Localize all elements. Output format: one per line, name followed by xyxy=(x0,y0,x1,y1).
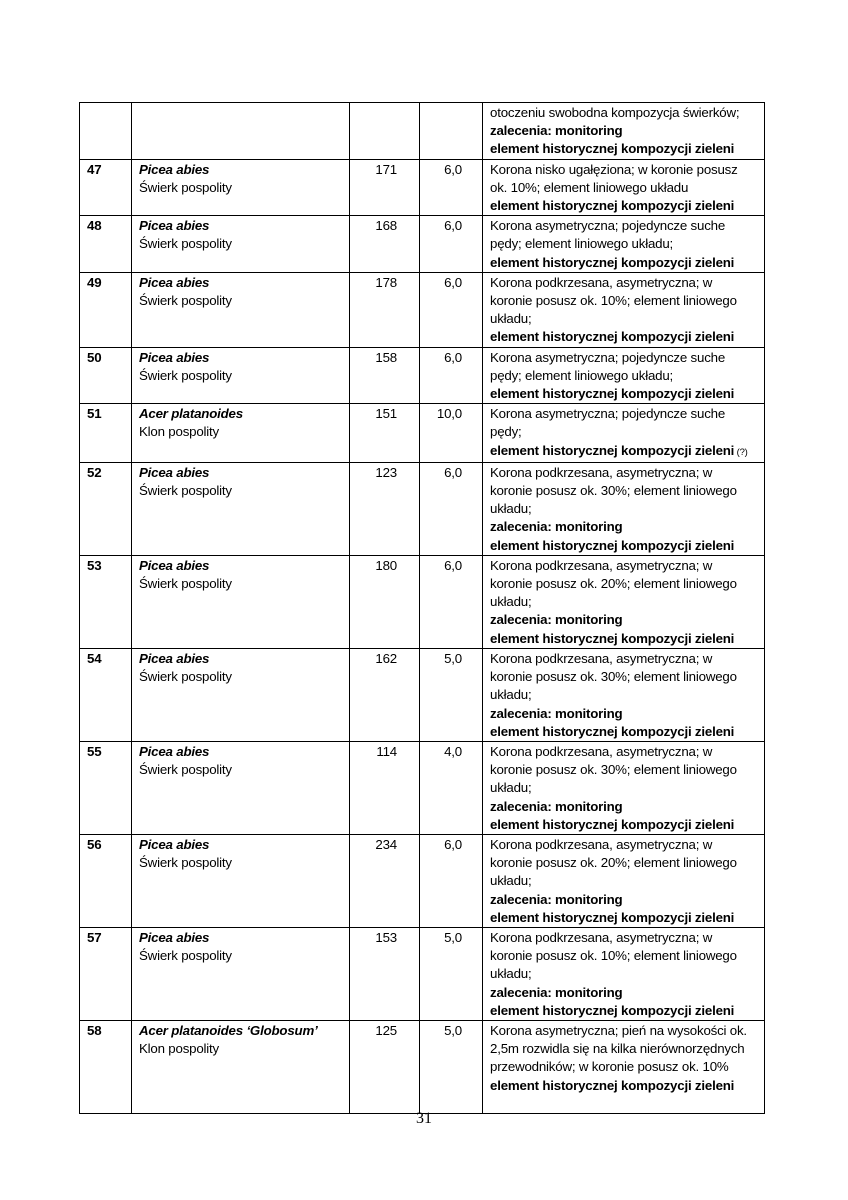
description-line xyxy=(490,235,758,253)
description-bold-line xyxy=(490,891,758,909)
description-line xyxy=(490,1040,758,1058)
description-cell xyxy=(483,272,765,347)
description-bold-line xyxy=(490,122,758,140)
description-text: Korona podkrzesana, asymetryczna; w xyxy=(490,650,713,666)
description-line xyxy=(490,872,758,890)
description-text: układu; xyxy=(490,311,532,327)
tree-height: 6,0 xyxy=(420,347,483,404)
species-latin-name: Picea abies xyxy=(139,743,210,759)
description-bold-line xyxy=(490,816,758,834)
description-text: element historycznej kompozycji zieleni xyxy=(490,329,735,345)
tree-number: 48 xyxy=(80,216,132,273)
description-cell xyxy=(483,1020,765,1113)
description-text: Korona podkrzesana, asymetryczna; w xyxy=(490,464,713,480)
description-line xyxy=(490,423,758,441)
trunk-circumference: 168 xyxy=(350,216,420,273)
description-text: Korona asymetryczna; pień na wysokości ok. xyxy=(490,1022,747,1038)
species-latin-name: Picea abies xyxy=(139,836,210,852)
description-line xyxy=(490,743,758,761)
description-bold-line xyxy=(490,518,758,536)
description-cell xyxy=(483,216,765,273)
uncertain-mark: (?) xyxy=(734,446,748,458)
description-cell xyxy=(483,103,765,160)
species-latin-name: Picea abies xyxy=(139,274,210,290)
species-polish-name: Świerk pospolity xyxy=(139,762,232,778)
description-text: koronie posusz ok. 30%; element liniowego xyxy=(490,762,737,778)
species-latin-name: Picea abies xyxy=(139,464,210,480)
species-polish-name: Świerk pospolity xyxy=(139,236,232,252)
species-cell xyxy=(132,462,350,555)
description-text: otoczeniu swobodna kompozycja świerków; xyxy=(490,105,740,120)
description-text: zalecenia: monitoring xyxy=(490,519,623,535)
species-polish-name: Świerk pospolity xyxy=(139,367,232,383)
description-text: koronie posusz ok. 30%; element liniowego xyxy=(490,483,737,499)
description-cell xyxy=(483,555,765,648)
description-cell xyxy=(483,648,765,741)
description-text: zalecenia: monitoring xyxy=(490,984,623,1000)
description-line xyxy=(490,947,758,965)
table-row xyxy=(80,741,765,834)
trunk-circumference: 180 xyxy=(350,555,420,648)
description-text: element historycznej kompozycji zieleni xyxy=(490,723,735,739)
tree-number: 51 xyxy=(80,404,132,463)
description-line xyxy=(490,593,758,611)
description-bold-line xyxy=(490,705,758,723)
table-row xyxy=(80,103,765,160)
description-text: Korona podkrzesana, asymetryczna; w xyxy=(490,836,713,852)
description-text: układu; xyxy=(490,687,532,703)
description-line xyxy=(490,965,758,983)
species-latin-name: Acer platanoides xyxy=(139,406,243,422)
species-latin-name: Picea abies xyxy=(139,650,210,666)
description-line xyxy=(490,500,758,518)
species-cell xyxy=(132,272,350,347)
trunk-circumference: 123 xyxy=(350,462,420,555)
species-polish-name: Klon pospolity xyxy=(139,1041,219,1057)
description-bold-line xyxy=(490,254,758,272)
species-latin-name: Picea abies xyxy=(139,161,210,177)
description-cell xyxy=(483,834,765,927)
table-row xyxy=(80,555,765,648)
species-latin-name: Acer platanoides ‘Globosum’ xyxy=(139,1022,318,1038)
description-cell xyxy=(483,462,765,555)
description-text: element historycznej kompozycji zieleni xyxy=(490,816,735,832)
tree-height: 4,0 xyxy=(420,741,483,834)
tree-height: 6,0 xyxy=(420,834,483,927)
description-line xyxy=(490,668,758,686)
description-text: element historycznej kompozycji zieleni xyxy=(490,141,735,157)
tree-height: 6,0 xyxy=(420,216,483,273)
table-body xyxy=(80,103,765,1114)
trunk-circumference: 158 xyxy=(350,347,420,404)
description-line xyxy=(490,929,758,947)
tree-number: 58 xyxy=(80,1020,132,1113)
description-bold-line xyxy=(490,1077,758,1095)
description-text: układu; xyxy=(490,966,532,982)
table-row xyxy=(80,1020,765,1113)
tree-height: 5,0 xyxy=(420,927,483,1020)
description-line xyxy=(490,1022,758,1040)
species-cell xyxy=(132,648,350,741)
description-cell xyxy=(483,741,765,834)
species-latin-name: Picea abies xyxy=(139,557,210,573)
description-line xyxy=(490,836,758,854)
table-row xyxy=(80,347,765,404)
description-text: zalecenia: monitoring xyxy=(490,705,623,721)
description-line xyxy=(490,274,758,292)
tree-height: 6,0 xyxy=(420,462,483,555)
tree-number: 55 xyxy=(80,741,132,834)
trunk-circumference: 153 xyxy=(350,927,420,1020)
description-text: koronie posusz ok. 30%; element liniowego xyxy=(490,669,737,685)
tree-height: 6,0 xyxy=(420,555,483,648)
table-row xyxy=(80,834,765,927)
description-line xyxy=(490,464,758,482)
species-cell xyxy=(132,347,350,404)
species-latin-name: Picea abies xyxy=(139,218,210,234)
species-cell xyxy=(132,741,350,834)
tree-height: 6,0 xyxy=(420,272,483,347)
description-text: Korona podkrzesana, asymetryczna; w xyxy=(490,274,713,290)
description-text: element historycznej kompozycji zieleni xyxy=(490,254,735,270)
trunk-circumference: 178 xyxy=(350,272,420,347)
tree-height: 6,0 xyxy=(420,159,483,216)
page-number: 31 xyxy=(416,1110,432,1127)
description-bold-line xyxy=(490,723,758,741)
description-line xyxy=(490,179,758,197)
trunk-circumference: 114 xyxy=(350,741,420,834)
trunk-circumference: 151 xyxy=(350,404,420,463)
species-cell xyxy=(132,103,350,160)
description-text: pędy; element liniowego układu; xyxy=(490,236,674,252)
description-text: układu; xyxy=(490,873,532,889)
description-text: element historycznej kompozycji zieleni xyxy=(490,386,735,402)
description-cell xyxy=(483,927,765,1020)
table-row xyxy=(80,404,765,463)
species-latin-name: Picea abies xyxy=(139,349,210,365)
tree-number xyxy=(80,103,132,160)
species-latin-name: Picea abies xyxy=(139,929,210,945)
description-bold-line xyxy=(490,630,758,648)
description-line xyxy=(490,292,758,310)
description-cell xyxy=(483,404,765,463)
table-row xyxy=(80,927,765,1020)
tree-number: 54 xyxy=(80,648,132,741)
description-line xyxy=(490,349,758,367)
tree-number: 53 xyxy=(80,555,132,648)
description-text: układu; xyxy=(490,501,532,517)
description-text: element historycznej kompozycji zieleni xyxy=(490,537,735,553)
tree-number: 50 xyxy=(80,347,132,404)
description-bold-line xyxy=(490,197,758,215)
trunk-circumference xyxy=(350,103,420,160)
species-polish-name: Świerk pospolity xyxy=(139,576,232,592)
species-cell xyxy=(132,555,350,648)
description-line xyxy=(490,575,758,593)
description-line xyxy=(490,310,758,328)
species-cell xyxy=(132,404,350,463)
description-line xyxy=(490,405,758,423)
description-text: Korona asymetryczna; pojedyncze suche xyxy=(490,218,726,234)
description-text: koronie posusz ok. 20%; element liniowego xyxy=(490,855,737,871)
tree-height: 10,0 xyxy=(420,404,483,463)
tree-number: 47 xyxy=(80,159,132,216)
trunk-circumference: 125 xyxy=(350,1020,420,1113)
description-line xyxy=(490,779,758,797)
tree-height xyxy=(420,103,483,160)
description-cell xyxy=(483,347,765,404)
description-line xyxy=(490,686,758,704)
description-bold-line xyxy=(490,442,758,462)
table-row xyxy=(80,272,765,347)
description-text: element historycznej kompozycji zieleni xyxy=(490,909,735,925)
species-polish-name: Świerk pospolity xyxy=(139,669,232,685)
description-text: element historycznej kompozycji zieleni xyxy=(490,1002,735,1018)
description-text: element historycznej kompozycji zieleni xyxy=(490,442,735,458)
description-line xyxy=(490,217,758,235)
description-text: Korona asymetryczna; pojedyncze suche xyxy=(490,349,726,365)
description-line xyxy=(490,650,758,668)
trunk-circumference: 234 xyxy=(350,834,420,927)
description-text: Korona asymetryczna; pojedyncze suche xyxy=(490,406,726,422)
description-line xyxy=(490,104,758,122)
species-polish-name: Świerk pospolity xyxy=(139,948,232,964)
table-row xyxy=(80,648,765,741)
description-bold-line xyxy=(490,798,758,816)
description-bold-line xyxy=(490,328,758,346)
description-text: Korona podkrzesana, asymetryczna; w xyxy=(490,557,713,573)
trunk-circumference: 162 xyxy=(350,648,420,741)
tree-number: 57 xyxy=(80,927,132,1020)
description-line xyxy=(490,557,758,575)
species-polish-name: Świerk pospolity xyxy=(139,483,232,499)
tree-number: 49 xyxy=(80,272,132,347)
species-polish-name: Klon pospolity xyxy=(139,424,219,440)
description-line xyxy=(490,161,758,179)
species-cell xyxy=(132,159,350,216)
description-text: zalecenia: monitoring xyxy=(490,891,623,907)
species-cell xyxy=(132,927,350,1020)
description-text: element historycznej kompozycji zieleni xyxy=(490,1077,735,1093)
description-bold-line xyxy=(490,1002,758,1020)
description-text: pędy; xyxy=(490,424,522,440)
description-text: element historycznej kompozycji zieleni xyxy=(490,630,735,646)
description-text: koronie posusz ok. 20%; element liniowego xyxy=(490,576,737,592)
description-text: ok. 10%; element liniowego układu xyxy=(490,179,689,195)
description-bold-line xyxy=(490,984,758,1002)
trunk-circumference: 171 xyxy=(350,159,420,216)
table-row xyxy=(80,159,765,216)
tree-number: 52 xyxy=(80,462,132,555)
species-cell xyxy=(132,834,350,927)
description-bold-line xyxy=(490,140,758,158)
description-line xyxy=(490,367,758,385)
species-polish-name: Świerk pospolity xyxy=(139,179,232,195)
description-bold-line xyxy=(490,909,758,927)
description-text: przewodników; w koronie posusz ok. 10% xyxy=(490,1059,729,1075)
description-line xyxy=(490,854,758,872)
description-text: Korona podkrzesana, asymetryczna; w xyxy=(490,743,713,759)
table-row xyxy=(80,462,765,555)
description-text: zalecenia: monitoring xyxy=(490,123,623,139)
tree-inventory-table xyxy=(79,102,765,1114)
description-bold-line xyxy=(490,611,758,629)
description-bold-line xyxy=(490,537,758,555)
description-bold-line xyxy=(490,385,758,403)
description-line xyxy=(490,482,758,500)
description-text: pędy; element liniowego układu; xyxy=(490,367,674,383)
description-text: 2,5m rozwidla się na kilka nierównorzędnych xyxy=(490,1041,745,1057)
description-text: układu; xyxy=(490,780,532,796)
species-cell xyxy=(132,216,350,273)
description-text: układu; xyxy=(490,594,532,610)
species-polish-name: Świerk pospolity xyxy=(139,293,232,309)
description-cell xyxy=(483,159,765,216)
tree-number: 56 xyxy=(80,834,132,927)
description-text: zalecenia: monitoring xyxy=(490,612,623,628)
tree-height: 5,0 xyxy=(420,648,483,741)
description-text: element historycznej kompozycji zieleni xyxy=(490,198,735,214)
description-text: zalecenia: monitoring xyxy=(490,798,623,814)
description-text: Korona podkrzesana, asymetryczna; w xyxy=(490,929,713,945)
tree-height: 5,0 xyxy=(420,1020,483,1113)
description-line xyxy=(490,1058,758,1076)
description-line xyxy=(490,761,758,779)
description-text: Korona nisko ugałęziona; w koronie posusz xyxy=(490,161,738,177)
table-row xyxy=(80,216,765,273)
species-polish-name: Świerk pospolity xyxy=(139,855,232,871)
description-text: koronie posusz ok. 10%; element liniowego xyxy=(490,293,737,309)
species-cell xyxy=(132,1020,350,1113)
description-text: koronie posusz ok. 10%; element liniowego xyxy=(490,948,737,964)
